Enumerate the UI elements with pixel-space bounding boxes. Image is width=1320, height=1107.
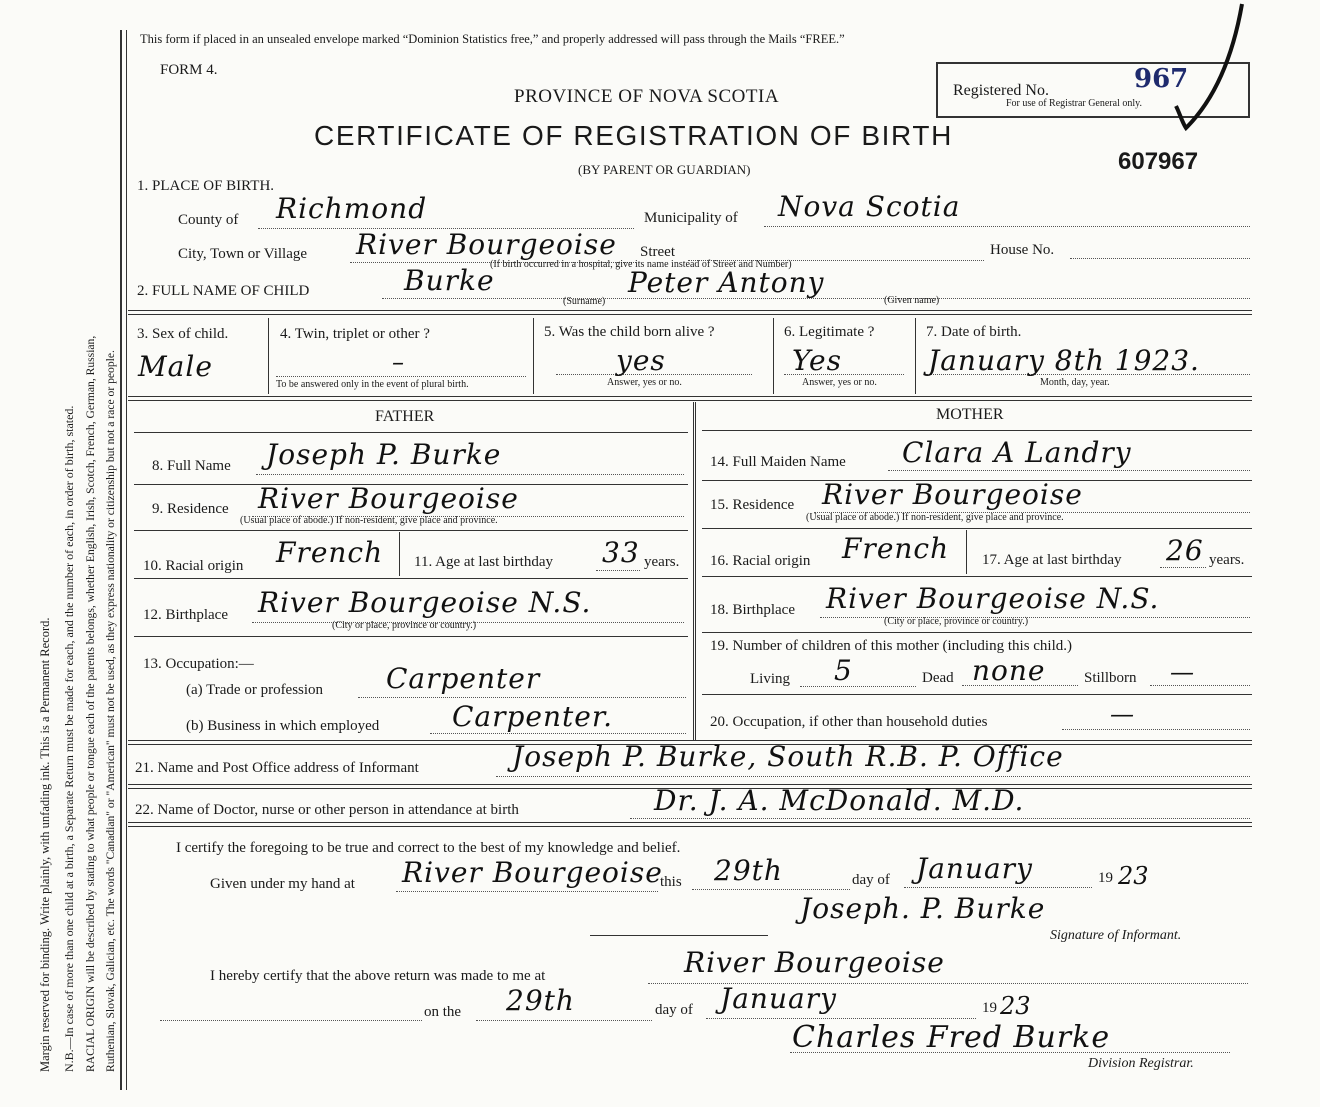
registrar-signature: Charles Fred Burke [792,1020,1111,1055]
form-left-border [120,30,122,1090]
registration-year-prefix: 19 [982,1000,997,1016]
city-label: City, Town or Village [178,246,308,262]
mother-racial-label: 16. Racial origin [710,553,811,569]
mother-residence-label: 15. Residence [710,497,795,513]
informant-signature: Joseph. P. Burke [800,892,1046,925]
twin-note: To be answered only in the event of plural birth. [276,379,469,390]
father-trade-label: (a) Trade or profession [186,682,324,698]
registrar-place: River Bourgeoise [684,946,945,979]
month-value: January [916,852,1033,885]
mother-residence-value: River Bourgeoise [822,478,1083,511]
place-of-birth-heading: 1. PLACE OF BIRTH. [137,178,275,194]
father-birthplace-label: 12. Birthplace [143,607,228,623]
certification-statement: I certify the foregoing to be true and correct to the best of my knowledge and belief. [176,840,681,856]
father-trade-value: Carpenter [386,662,541,695]
living-value: 5 [834,654,853,687]
mail-note: This form if placed in an unsealed envelope marked “Dominion Statistics free,” and properly addressed will pass through the Mails “FREE.” [140,32,845,46]
mother-heading: MOTHER [936,406,1004,423]
registrar-signature-label: Division Registrar. [1088,1056,1194,1071]
on-the-label: on the [424,1004,462,1020]
year-value: 23 [1118,862,1149,890]
registered-number: 967 [1134,64,1189,94]
father-business-label: (b) Business in which employed [186,718,380,734]
form-left-border-inner [126,30,127,1090]
father-age-value: 33 [602,536,640,569]
mother-racial-value: French [842,532,950,565]
mother-occupation-value: — [1110,700,1134,728]
divider-before-parents [128,396,1252,401]
dob-note: Month, day, year. [1040,377,1110,388]
parents-divider [693,402,696,740]
mother-birthplace-note: (City or place, province or country.) [884,616,1029,627]
day-of-label: day of [852,872,890,888]
margin-note-racial-origin: RACIAL ORIGIN will be described by stating to what people or tongue each of the parents belongs, whether English, Irish, Scotch, French, German, Russian, [84,335,97,1072]
street-label: Street [640,244,675,260]
mother-name-label: 14. Full Maiden Name [710,454,846,470]
form-label: FORM 4. [160,62,218,78]
father-birthplace-note: (City or place, province or country.) [332,620,477,631]
year-prefix: 19 [1098,870,1113,886]
doctor-value: Dr. J. A. McDonald. M.D. [654,784,1025,817]
legitimate-label: 6. Legitimate ? [784,324,875,340]
given-name-note: (Given name) [884,295,940,306]
father-racial-value: French [276,536,384,569]
father-heading: FATHER [375,408,435,425]
page-subtitle: (BY PARENT OR GUARDIAN) [578,162,751,177]
house-number-label: House No. [990,242,1055,258]
father-racial-label: 10. Racial origin [143,558,244,574]
dead-label: Dead [922,670,954,686]
certificate-number: 607967 [1118,148,1199,175]
mother-birthplace-label: 18. Birthplace [710,602,795,618]
mother-occupation-label: 20. Occupation, if other than household duties [710,714,988,730]
registrar-note: For use of Registrar General only. [1006,98,1142,109]
mother-age-unit: years. [1209,552,1245,568]
informant-label: 21. Name and Post Office address of Informant [135,760,419,776]
legitimate-note: Answer, yes or no. [802,377,877,388]
father-name-label: 8. Full Name [152,458,231,474]
father-residence-note: (Usual place of abode.) If non-resident, give place and province. [240,515,498,526]
registrar-statement: I hereby certify that the above return was made to me at [210,968,546,984]
sex-value: Male [138,350,213,383]
registration-day-of-label: day of [655,1002,693,1018]
father-age-label: 11. Age at last birthday [414,554,553,570]
father-residence-label: 9. Residence [152,501,229,517]
city-value: River Bourgeoise [356,228,617,261]
registration-month: January [720,982,837,1015]
given-place: River Bourgeoise [402,856,663,889]
registration-day: 29th [506,984,575,1017]
alive-value: yes [616,344,666,377]
doctor-label: 22. Name of Doctor, nurse or other person in attendance at birth [135,802,519,818]
mother-birthplace-value: River Bourgeoise N.S. [826,582,1160,615]
margin-note-multiple-births: N.B.—In case of more than one child at a birth, a Separate Return must be made for each, and the number of each, in order of birth, stated. [62,405,76,1072]
alive-label: 5. Was the child born alive ? [544,324,715,340]
hospital-note: (If birth occurred in a hospital, give its name instead of Street and Number) [490,259,792,270]
surname-note: (Surname) [563,296,606,307]
father-residence-value: River Bourgeoise [258,482,519,515]
mother-name-value: Clara A Landry [902,436,1132,469]
informant-value: Joseph P. Burke, South R.B. P. Office [512,740,1064,773]
municipality-label: Municipality of [644,210,738,226]
municipality-value: Nova Scotia [778,190,961,223]
dob-value: January 8th 1923. [928,344,1200,377]
mother-residence-note: (Usual place of abode.) If non-resident, give place and province. [806,512,1064,523]
stillborn-value: — [1170,658,1194,686]
stillborn-label: Stillborn [1084,670,1137,686]
informant-signature-label: Signature of Informant. [1050,928,1182,943]
living-label: Living [750,671,790,687]
child-given-name: Peter Antony [628,266,825,299]
dob-label: 7. Date of birth. [926,324,1022,340]
twin-value: – [392,348,404,376]
father-business-value: Carpenter. [452,700,614,733]
mother-children-label: 19. Number of children of this mother (including this child.) [710,638,1073,654]
father-birthplace-value: River Bourgeoise N.S. [258,586,592,619]
alive-note: Answer, yes or no. [607,377,682,388]
mother-age-label: 17. Age at last birthday [982,552,1122,568]
county-label: County of [178,212,239,228]
registered-check-mark [1168,0,1248,140]
father-name-value: Joseph P. Burke [266,438,502,471]
province-title: PROVINCE OF NOVA SCOTIA [514,86,780,107]
day-value: 29th [714,854,783,887]
registration-year: 23 [1000,992,1031,1020]
mother-age-value: 26 [1166,534,1204,567]
county-value: Richmond [276,192,428,225]
divider-after-child [128,310,1252,315]
margin-note-binding: Margin reserved for binding. Write plainly, with unfading ink. This is a Permanent Record. [38,617,52,1072]
given-label: Given under my hand at [210,876,355,892]
sex-label: 3. Sex of child. [137,326,229,342]
child-name-label: 2. FULL NAME OF CHILD [137,283,310,299]
child-surname: Burke [404,264,495,297]
twin-label: 4. Twin, triplet or other ? [280,326,430,342]
page-title: CERTIFICATE OF REGISTRATION OF BIRTH [314,120,953,151]
margin-note-nationality: Ruthenian, Slovak, Galician, etc. The words "Canadian" or "American" must not be used, as they express nationality or citizenship but not a race or people. [104,350,117,1072]
this-label: this [660,874,682,890]
registered-label: Registered No. [953,82,1049,99]
dead-value: none [972,654,1046,687]
father-age-unit: years. [644,554,680,570]
father-occupation-label: 13. Occupation:— [143,656,254,672]
legitimate-value: Yes [792,344,842,377]
